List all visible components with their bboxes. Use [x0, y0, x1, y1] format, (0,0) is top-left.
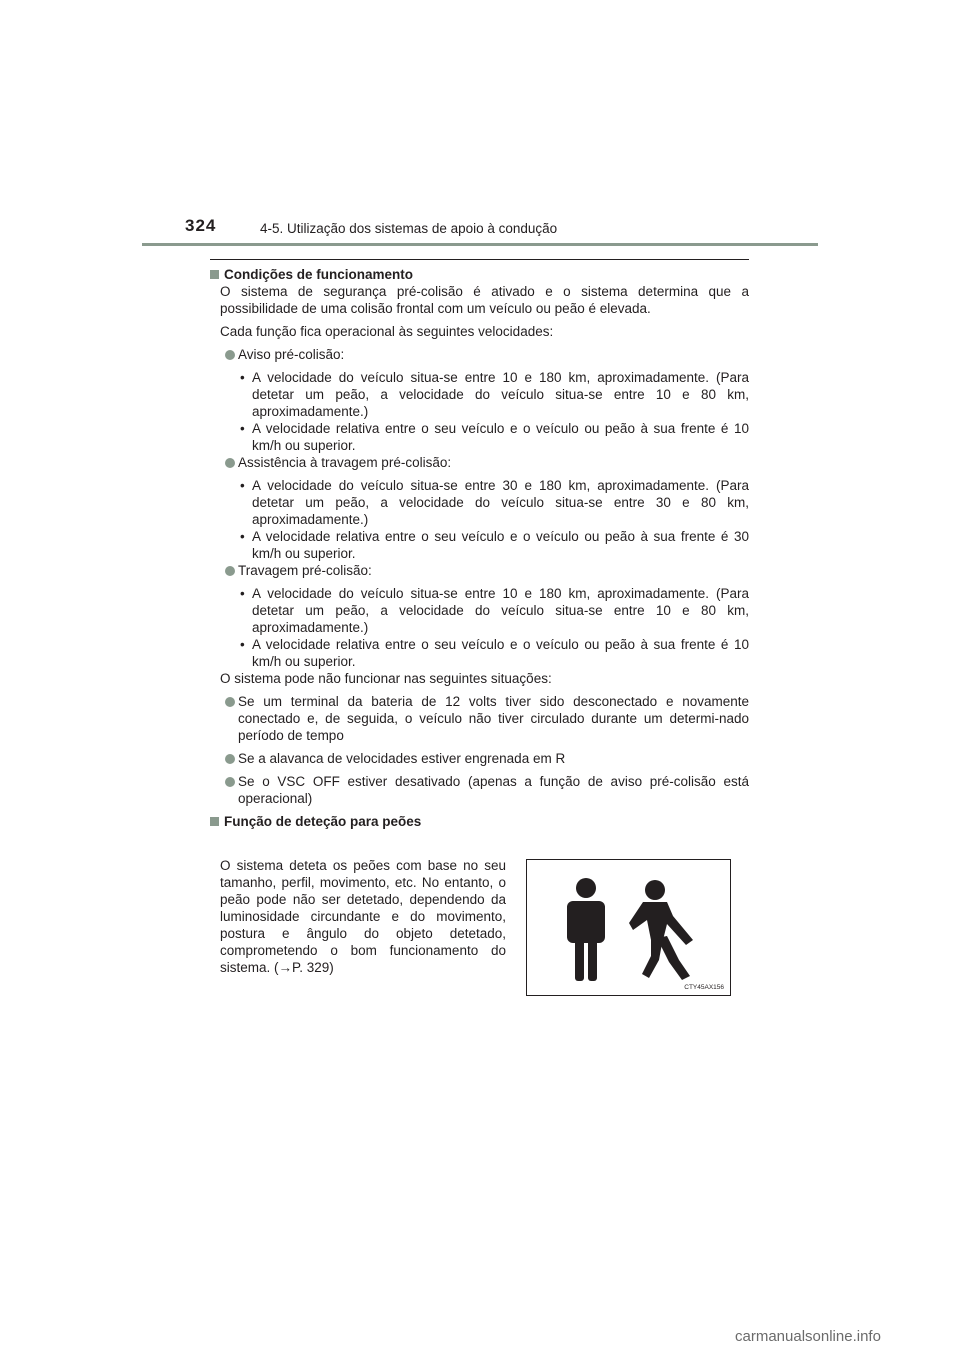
bullet-mark: • [240, 421, 245, 436]
round-bullet-icon [225, 350, 235, 360]
pedestrian-illustration [527, 860, 732, 997]
bullet-mark: • [240, 637, 245, 652]
main-content [210, 266, 749, 830]
content-rule [210, 259, 749, 260]
bullet-mark: • [240, 529, 245, 544]
situation-text: Se um terminal da bateria de 12 volts tiver sido desconectado e novamente conectado e, de seguida, o veículo não tiver circulado durante um determi-nado período de tempo [238, 694, 749, 743]
not-working-intro: O sistema pode não funcionar nas seguintes situações: [220, 671, 552, 686]
function-label: Aviso pré-colisão: [238, 347, 345, 362]
walking-person-head-icon [645, 880, 665, 900]
function-item [210, 562, 749, 579]
pedestrian-heading [210, 813, 749, 830]
function-bullet [210, 585, 749, 636]
function-bullet [210, 420, 749, 454]
round-bullet-icon [225, 458, 235, 468]
situation-item [210, 750, 749, 767]
function-item [210, 346, 749, 363]
round-bullet-icon [225, 566, 235, 576]
conditions-heading [210, 266, 749, 283]
situation-item [210, 773, 749, 807]
pedestrian-description: O sistema deteta os peões com base no seu tamanho, perfil, movimento, etc. No entanto, o peão pode não ser detetado, dependendo da luminosidade circundante e do movimento, postura e ângulo do objeto detetado, comprometendo o bom funcionamento do sistema. (→P. 329) [220, 858, 506, 975]
section-title: 4-5. Utilização dos sistemas de apoio à condução [260, 221, 558, 236]
conditions-intro: O sistema de segurança pré-colisão é ativado e o sistema determina que a possibilidade de uma colisão frontal com um veículo ou peão é elevada. [220, 284, 749, 316]
function-label: Assistência à travagem pré-colisão: [238, 455, 452, 470]
watermark: carmanualsonline.info [735, 1328, 881, 1345]
round-bullet-icon [225, 754, 235, 764]
function-bullet-text: A velocidade do veículo situa-se entre 30 e 180 km, aproximadamente. (Para detetar um peão, a velocidade do veículo situa-se entre 30 e 80 km, aproximadamente.) [252, 478, 749, 527]
pedestrian-heading-text: Função de deteção para peões [224, 814, 422, 829]
function-bullet-text: A velocidade do veículo situa-se entre 10 e 180 km, aproximadamente. (Para detetar um peão, a velocidade do veículo situa-se entre 10 e 80 km, aproximadamente.) [252, 370, 749, 419]
function-bullet [210, 369, 749, 420]
standing-person-left-leg-icon [575, 938, 584, 981]
speeds-intro: Cada função fica operacional às seguintes velocidades: [220, 324, 554, 339]
header-rule [142, 243, 818, 246]
page-number: 324 [185, 216, 217, 235]
conditions-heading-text: Condições de funcionamento [224, 267, 414, 282]
standing-person-torso-icon [567, 901, 605, 943]
function-bullet-text: A velocidade do veículo situa-se entre 10 e 180 km, aproximadamente. (Para detetar um peão, a velocidade do veículo situa-se entre 10 e 80 km, aproximadamente.) [252, 586, 749, 635]
function-bullet-text: A velocidade relativa entre o seu veículo e o veículo ou peão à sua frente é 10 km/h ou superior. [252, 637, 749, 669]
walking-person-left-leg-icon [642, 938, 663, 978]
function-bullet-text: A velocidade relativa entre o seu veículo e o veículo ou peão à sua frente é 30 km/h ou superior. [252, 529, 749, 561]
bullet-mark: • [240, 370, 245, 385]
round-bullet-icon [225, 697, 235, 707]
function-label: Travagem pré-colisão: [238, 563, 372, 578]
bullet-mark: • [240, 586, 245, 601]
function-item [210, 454, 749, 471]
function-bullet [210, 528, 749, 562]
function-bullet [210, 636, 749, 670]
pedestrian-figure [526, 859, 731, 996]
situation-text: Se a alavanca de velocidades estiver engrenada em R [238, 751, 566, 766]
function-bullet [210, 477, 749, 528]
situation-text: Se o VSC OFF estiver desativado (apenas a função de aviso pré-colisão está operacional) [238, 774, 749, 806]
square-bullet-icon [210, 270, 219, 279]
bullet-mark: • [240, 478, 245, 493]
function-bullet-text: A velocidade relativa entre o seu veículo e o veículo ou peão à sua frente é 10 km/h ou superior. [252, 421, 749, 453]
figure-code: CTY45AX156 [684, 984, 724, 991]
standing-person-head-icon [576, 878, 596, 898]
square-bullet-icon [210, 817, 219, 826]
standing-person-right-leg-icon [588, 938, 597, 981]
round-bullet-icon [225, 777, 235, 787]
situation-item [210, 693, 749, 744]
